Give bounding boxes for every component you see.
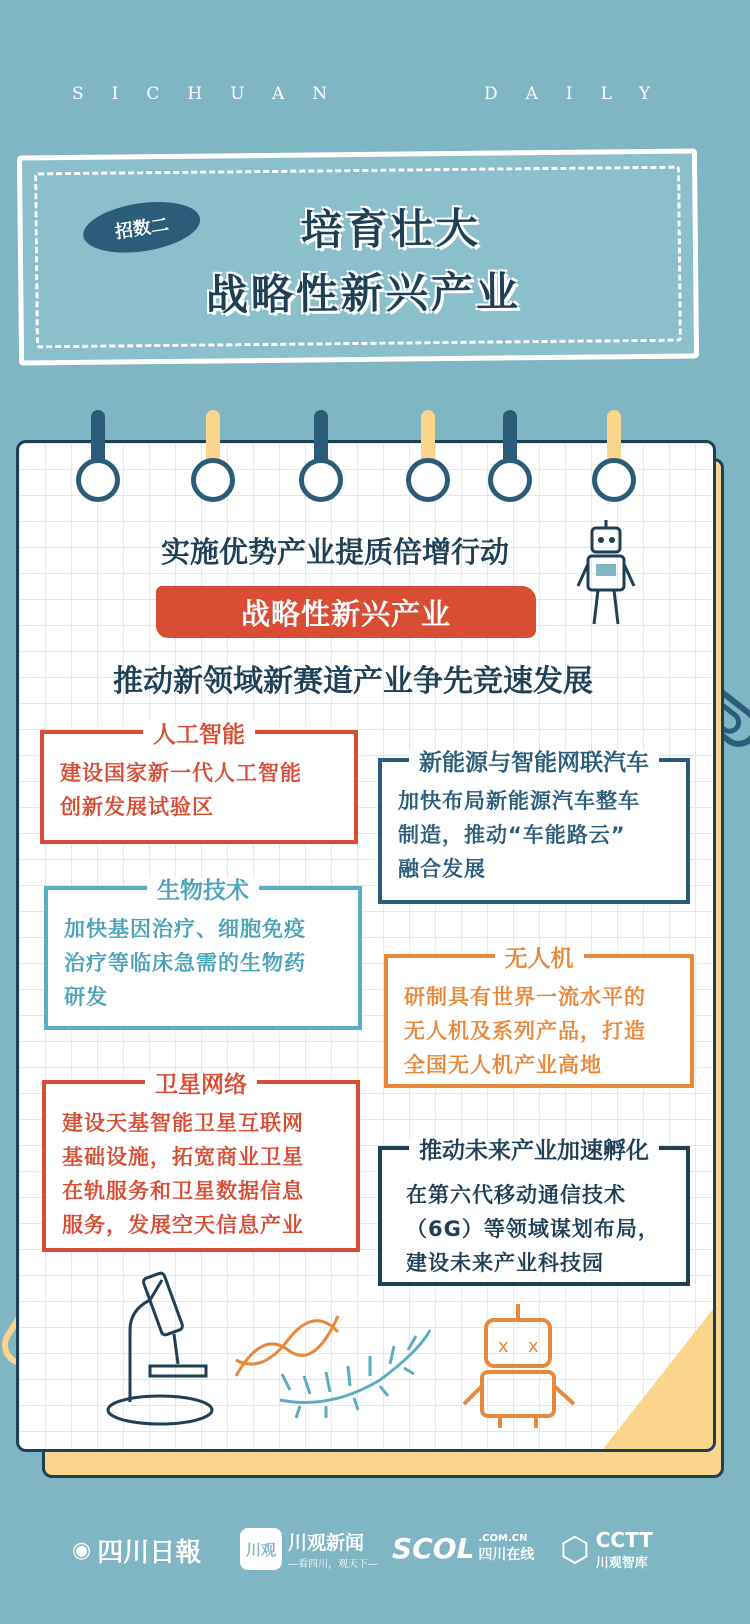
masthead-left: SICHUAN <box>72 84 356 104</box>
logo-text: 川观新闻 <box>288 1532 365 1554</box>
card-line: 治疗等临床急需的生物药 <box>64 951 306 975</box>
card-artificial-intelligence <box>40 722 358 844</box>
card-line: 创新发展试验区 <box>60 795 214 819</box>
page-corner-fold <box>603 1309 713 1449</box>
card-biotech <box>44 878 362 1030</box>
page-title-line1: 培育壮大 <box>300 203 481 255</box>
binder-hole-icon <box>299 458 343 502</box>
robot-small-icon <box>576 520 636 630</box>
svg-text:x: x <box>498 1336 509 1357</box>
page-title-line2: 战略性新兴产业 <box>205 267 522 320</box>
binder-hole-icon <box>191 458 235 502</box>
card-future-industry <box>378 1138 690 1286</box>
footer-logos <box>0 1528 750 1578</box>
card-line: 全国无人机产业高地 <box>404 1053 602 1077</box>
logo-subtext: —看四川，观天下— <box>288 1559 378 1570</box>
card-drone <box>384 946 694 1088</box>
card-line: 基础设施，拓宽商业卫星 <box>62 1145 304 1169</box>
section-heading: 实施优势产业提质倍增行动 <box>160 535 509 569</box>
card-title: 新能源与智能网联汽车 <box>409 750 659 776</box>
logo-text: 四川日報 <box>97 1538 202 1568</box>
red-banner: 战略性新兴产业 <box>156 586 536 638</box>
sichuan-daily-logo <box>72 1532 201 1569</box>
card-line: 融合发展 <box>398 857 486 881</box>
cctt-cube-icon: ⬡ <box>560 1529 590 1570</box>
card-line: 加快布局新能源汽车整车 <box>398 789 640 813</box>
card-new-energy-vehicles <box>378 750 690 904</box>
card-line: 研发 <box>64 985 108 1009</box>
card-line: 制造，推动“车能路云” <box>398 823 626 847</box>
card-line: 无人机及系列产品，打造 <box>404 1019 646 1043</box>
binder-hole-icon <box>592 458 636 502</box>
card-title: 人工智能 <box>143 722 255 748</box>
binder-hole-icon <box>76 458 120 502</box>
card-title: 推动未来产业加速孵化 <box>409 1138 659 1164</box>
card-line: （6G）等领域谋划布局， <box>406 1217 660 1241</box>
card-line: 建设国家新一代人工智能 <box>60 761 302 785</box>
bacteria-icon <box>270 1320 440 1420</box>
card-line: 在第六代移动通信技术 <box>406 1183 626 1207</box>
cctt-logo <box>560 1528 653 1571</box>
section-subheading: 推动新领域新赛道产业争先竞速发展 <box>113 664 593 699</box>
scol-logo <box>392 1532 534 1565</box>
card-satellite-network <box>42 1072 360 1252</box>
card-line: 建设未来产业科技园 <box>406 1251 604 1275</box>
logo-text: SCOL <box>392 1532 475 1565</box>
card-line: 建设天基智能卫星互联网 <box>62 1111 304 1135</box>
step-tag: 招数二 <box>80 195 204 260</box>
chuanguan-news-logo <box>240 1528 378 1570</box>
card-line: 在轨服务和卫星数据信息 <box>62 1179 304 1203</box>
card-line: 研制具有世界一流水平的 <box>404 985 646 1009</box>
binder-hole-icon <box>488 458 532 502</box>
logo-domain: .COM.CN <box>478 1533 528 1544</box>
card-line: 服务，发展空天信息产业 <box>62 1213 304 1237</box>
logo-subtext: 川观智库 <box>595 1556 648 1571</box>
microscope-icon <box>100 1270 220 1430</box>
binder-hole-icon <box>406 458 450 502</box>
chuanguan-app-icon: 川观 <box>240 1528 282 1570</box>
card-title: 无人机 <box>495 946 584 972</box>
card-title: 卫星网络 <box>145 1072 257 1098</box>
masthead-right: DAILY <box>484 84 679 104</box>
robot-large-icon <box>460 1300 580 1430</box>
svg-text:x: x <box>528 1336 539 1357</box>
logo-subtext: 四川在线 <box>478 1547 535 1563</box>
card-title: 生物技术 <box>147 878 259 904</box>
sichuan-daily-logo-icon: ◉ <box>72 1538 92 1563</box>
card-line: 加快基因治疗、细胞免疫 <box>64 917 306 941</box>
logo-text: CCTT <box>595 1528 653 1552</box>
